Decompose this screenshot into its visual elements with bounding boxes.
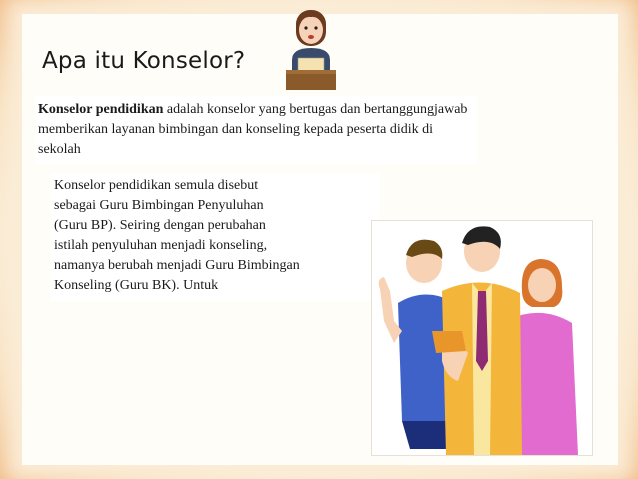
slide-title: Apa itu Konselor?	[42, 48, 246, 74]
woman-presenter-icon	[278, 4, 344, 90]
history-paragraph: Konselor pendidikan semula disebut sebagai Guru Bimbingan Penyuluhan (Guru BP). Seiring dengan perubahan istilah penyuluhan menjadi konseling, namanya berubah menjadi Guru Bimbingan Konseling (Guru BK). Untuk	[50, 173, 380, 301]
three-people-illustration	[371, 220, 593, 456]
definition-text: adalah konselor yang bertugas dan bertanggungjawab memberikan layanan bimbingan dan konseling kepada peserta didik di sekolah	[38, 102, 468, 157]
definition-paragraph	[35, 96, 477, 164]
definition-lead: Konselor pendidikan	[38, 102, 164, 117]
